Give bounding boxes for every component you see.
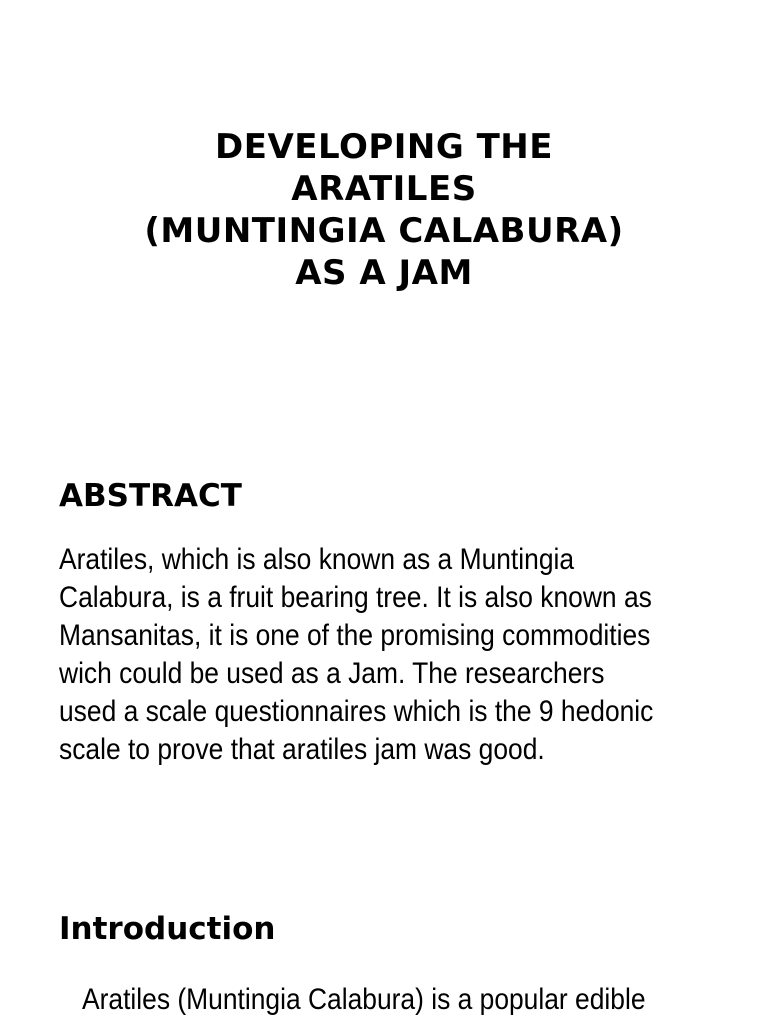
introduction-heading: Introduction	[59, 911, 276, 947]
title-line: ARATILES	[291, 169, 477, 209]
abstract-heading: ABSTRACT	[59, 478, 242, 514]
abstract-line: Calabura, is a fruit bearing tree. It is also known as	[59, 581, 652, 614]
document-title	[0, 126, 768, 294]
abstract-line: wich could be used as a Jam. The researchers	[59, 657, 605, 690]
abstract-line: used a scale questionnaires which is the 9 hedonic	[59, 695, 654, 728]
introduction-line: Aratiles (Muntingia Calabura) is a popular edible	[82, 983, 646, 1016]
abstract-line: scale to prove that aratiles jam was good.	[59, 733, 545, 766]
abstract-line: Mansanitas, it is one of the promising commodities	[59, 619, 651, 652]
title-line: (MUNTINGIA CALABURA)	[144, 211, 624, 251]
introduction-paragraph	[82, 981, 646, 1019]
title-line: AS A JAM	[295, 253, 473, 293]
abstract-line: Aratiles, which is also known as a Muntingia	[59, 543, 575, 576]
title-line: DEVELOPING THE	[215, 127, 553, 167]
abstract-paragraph	[59, 541, 653, 769]
